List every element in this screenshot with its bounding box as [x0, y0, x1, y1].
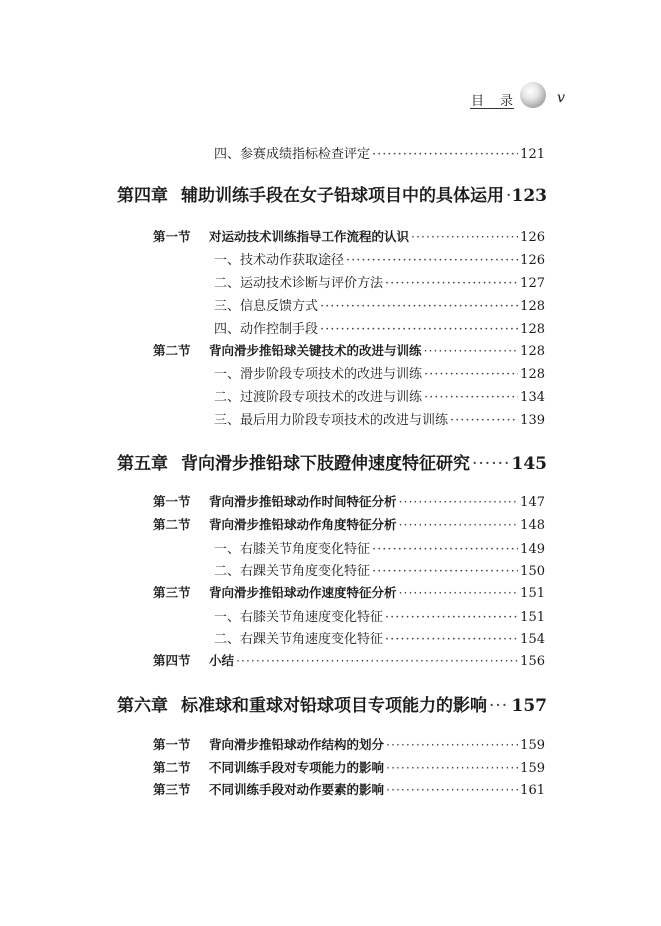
- toc-item-title: 一、滑步阶段专项技术的改进与训练: [214, 367, 423, 382]
- toc-item-title: 一、右膝关节角度变化特征: [214, 542, 371, 557]
- toc-item[interactable]: [214, 409, 545, 427]
- toc-item-title: 四、参赛成绩指标检查评定: [214, 147, 371, 162]
- section-number: 第一节: [153, 737, 191, 752]
- toc-item-title: 二、运动技术诊断与评价方法: [214, 276, 384, 291]
- toc-item[interactable]: [214, 143, 545, 161]
- toc-page-number: 126: [520, 253, 545, 268]
- chapter-title: 辅助训练手段在女子铅球项目中的具体运用: [181, 186, 504, 206]
- toc-page-number: 147: [520, 495, 545, 510]
- toc-page-number: 149: [520, 542, 545, 557]
- toc-item-title: 二、右踝关节角度变化特征: [214, 564, 371, 579]
- toc-section[interactable]: [153, 780, 545, 798]
- toc-page-number: 157: [511, 696, 547, 716]
- dot-leader: [386, 737, 518, 752]
- dot-leader: [399, 517, 519, 532]
- dot-leader: [386, 782, 518, 797]
- toc-item-title: 三、信息反馈方式: [214, 299, 319, 314]
- dot-leader: [424, 343, 519, 358]
- toc-item[interactable]: [214, 363, 545, 381]
- section-number: 第二节: [153, 343, 191, 358]
- section-number: 第四节: [153, 653, 191, 668]
- toc-section[interactable]: [153, 341, 545, 359]
- shot-put-ball-icon: [520, 82, 546, 108]
- section-number: 第二节: [153, 760, 191, 775]
- dot-leader: [385, 632, 518, 647]
- toc-section[interactable]: [153, 583, 545, 601]
- toc-page-number: 156: [520, 654, 545, 669]
- chapter-title: 背向滑步推铅球下肢蹬伸速度特征研究: [181, 454, 470, 474]
- toc-item[interactable]: [214, 295, 545, 313]
- section-title: 背向滑步推铅球动作结构的划分: [209, 737, 385, 752]
- toc-item[interactable]: [214, 560, 545, 578]
- section-title: 小结: [209, 653, 235, 668]
- toc-page-number: 139: [520, 413, 545, 428]
- toc-page-number: 161: [520, 783, 545, 798]
- toc-item[interactable]: [214, 249, 545, 267]
- toc-page-number: 148: [520, 518, 545, 533]
- dot-leader: [424, 367, 518, 382]
- dot-leader: [320, 322, 518, 337]
- toc-page-number: 128: [520, 367, 545, 382]
- toc-chapter[interactable]: [117, 449, 547, 475]
- dot-leader: [372, 564, 518, 579]
- section-title: 背向滑步推铅球动作速度特征分析: [209, 585, 397, 600]
- toc-item[interactable]: [214, 538, 545, 556]
- section-title: 背向滑步推铅球动作角度特征分析: [209, 517, 397, 532]
- toc-page-number: 128: [520, 299, 545, 314]
- toc-page-number: 134: [520, 390, 545, 405]
- section-title: 不同训练手段对专项能力的影响: [209, 760, 385, 775]
- toc-page-number: 123: [511, 186, 547, 206]
- toc-item-title: 四、动作控制手段: [214, 322, 319, 337]
- dot-leader: [320, 299, 518, 314]
- toc-section[interactable]: [153, 758, 545, 776]
- section-number: 第三节: [153, 585, 191, 600]
- dot-leader: [506, 186, 510, 206]
- toc-item[interactable]: [214, 318, 545, 336]
- section-number: 第一节: [153, 494, 191, 509]
- dot-leader: [472, 454, 510, 474]
- dot-leader: [386, 760, 518, 775]
- dot-leader: [372, 147, 518, 162]
- toc-item-title: 二、右踝关节角速度变化特征: [214, 632, 384, 647]
- dot-leader: [424, 390, 518, 405]
- dot-leader: [411, 229, 518, 244]
- dot-leader: [399, 585, 519, 600]
- toc-page-number: 154: [520, 632, 545, 647]
- toc-page-number: 151: [520, 586, 545, 601]
- toc-page-number: 127: [520, 276, 545, 291]
- toc-page-number: 128: [520, 344, 545, 359]
- toc-section[interactable]: [153, 515, 545, 533]
- toc-page-number: 128: [520, 322, 545, 337]
- toc-chapter[interactable]: [117, 691, 547, 717]
- chapter-number: 第六章: [117, 696, 168, 716]
- section-number: 第二节: [153, 517, 191, 532]
- toc-page-number: 145: [511, 454, 547, 474]
- dot-leader: [489, 696, 510, 716]
- section-number: 第一节: [153, 229, 191, 244]
- dot-leader: [385, 276, 518, 291]
- toc-page-number: 150: [520, 564, 545, 579]
- section-title: 背向滑步推铅球关键技术的改进与训练: [209, 343, 422, 358]
- toc-section[interactable]: [153, 227, 545, 245]
- section-number: 第三节: [153, 782, 191, 797]
- toc-item-title: 二、过渡阶段专项技术的改进与训练: [214, 390, 423, 405]
- chapter-title: 标准球和重球对铅球项目专项能力的影响: [181, 696, 487, 716]
- toc-item-title: 三、最后用力阶段专项技术的改进与训练: [214, 413, 449, 428]
- chapter-number: 第四章: [117, 186, 168, 206]
- toc-chapter[interactable]: [117, 181, 547, 207]
- dot-leader: [450, 413, 518, 428]
- toc-page-number: 151: [520, 610, 545, 625]
- toc-item-title: 一、右膝关节角速度变化特征: [214, 610, 384, 625]
- toc-item[interactable]: [214, 606, 545, 624]
- toc-item[interactable]: [214, 386, 545, 404]
- toc-section[interactable]: [153, 492, 545, 510]
- running-header: [0, 88, 661, 112]
- dot-leader: [372, 542, 518, 557]
- toc-page-number: 126: [520, 230, 545, 245]
- toc-item[interactable]: [214, 272, 545, 290]
- dot-leader: [236, 653, 518, 668]
- section-title: 不同训练手段对动作要素的影响: [209, 782, 385, 797]
- toc-item[interactable]: [214, 628, 545, 646]
- toc-item-title: 一、技术动作获取途径: [214, 253, 345, 268]
- chapter-number: 第五章: [117, 454, 168, 474]
- header-underline: [470, 108, 514, 109]
- toc-section[interactable]: [153, 651, 545, 669]
- toc-page-number: 121: [520, 147, 545, 162]
- toc-page-number: 159: [520, 738, 545, 753]
- dot-leader: [385, 610, 518, 625]
- section-title: 背向滑步推铅球动作时间特征分析: [209, 494, 397, 509]
- dot-leader: [346, 253, 518, 268]
- section-title: 对运动技术训练指导工作流程的认识: [209, 229, 410, 244]
- header-title-char-1: 目: [471, 94, 485, 109]
- toc-page-number: 159: [520, 761, 545, 776]
- dot-leader: [399, 494, 519, 509]
- header-page-number: v: [557, 90, 565, 106]
- header-title-char-2: 录: [500, 94, 514, 109]
- toc-section[interactable]: [153, 735, 545, 753]
